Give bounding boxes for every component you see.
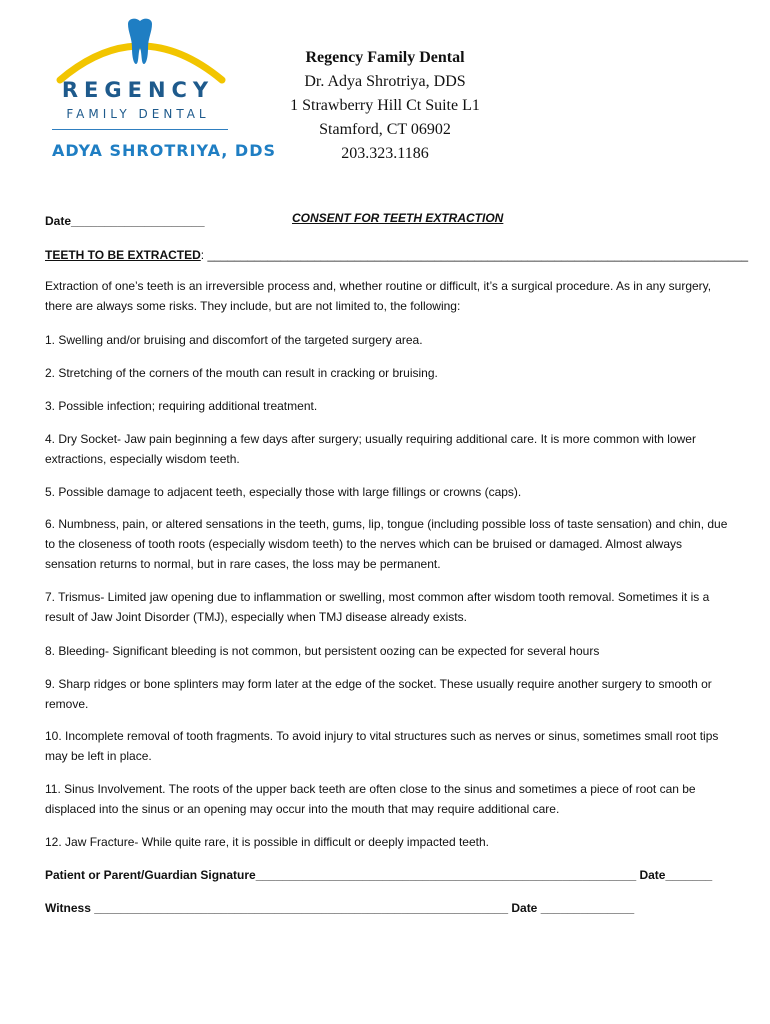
risk-item-4: 4. Dry Socket- Jaw pain beginning a few days after surgery; usually requiring additional care. It is more common with lower extractions, especially wisdom teeth. — [45, 432, 696, 466]
risk-item-12: 12. Jaw Fracture- While quite rare, it is possible in difficult or deeply impacted teeth. — [45, 835, 489, 849]
logo-divider — [52, 129, 228, 130]
risk-item-1: 1. Swelling and/or bruising and discomfort of the targeted surgery area. — [45, 333, 423, 347]
risk-item-3: 3. Possible infection; requiring additional treatment. — [45, 399, 318, 413]
form-title: CONSENT FOR TEETH EXTRACTION — [292, 211, 504, 225]
practice-name: Regency Family Dental — [305, 49, 465, 66]
risk-item-11: 11. Sinus Involvement. The roots of the upper back teeth are often close to the sinus and sometimes a piece of root can be displaced into the sinus or an opening may occur into the mouth that may require additional care. — [45, 782, 696, 816]
risk-item-2: 2. Stretching of the corners of the mouth can result in cracking or bruising. — [45, 366, 438, 380]
risk-item-7: 7. Trismus- Limited jaw opening due to inflammation or swelling, most common after wisdom tooth removal. Sometimes it is a result of Jaw Joint Disorder (TMJ), especially when TMJ disease already exists. — [45, 590, 710, 624]
teeth-to-extract-field[interactable] — [45, 245, 749, 265]
practice-phone: 203.323.1186 — [341, 145, 429, 162]
teeth-to-extract-line[interactable]: : _________________________________________________________________________________ — [200, 248, 749, 262]
risk-item-10: 10. Incomplete removal of tooth fragments. To avoid injury to vital structures such as nerves or sinus, sometimes small root tips may be left in place. — [45, 729, 719, 763]
tooth-icon — [128, 19, 152, 64]
logo-doctor-text: ADYA SHROTRIYA, DDS — [52, 141, 276, 160]
teeth-to-extract-label: TEETH TO BE EXTRACTED — [45, 248, 201, 262]
witness-signature-field[interactable]: Witness ______________________________________________________________ Date ______________ — [45, 901, 635, 915]
risk-item-9: 9. Sharp ridges or bone splinters may form later at the edge of the socket. These usually require another surgery to smooth or remove. — [45, 677, 712, 711]
risk-item-5: 5. Possible damage to adjacent teeth, especially those with large fillings or crowns (caps). — [45, 485, 522, 499]
practice-doctor: Dr. Adya Shrotriya, DDS — [304, 73, 466, 90]
date-field[interactable]: Date____________________ — [45, 214, 205, 228]
practice-address-line1: 1 Strawberry Hill Ct Suite L1 — [290, 97, 480, 114]
intro-paragraph: Extraction of one’s teeth is an irreversible process and, whether routine or difficult, it’s a surgical procedure. As in any surgery, there are always some risks. They include, but are not limited to, the following: — [45, 279, 712, 313]
risk-item-6: 6. Numbness, pain, or altered sensations in the teeth, gums, lip, tongue (including possible loss of taste sensation) and chin, due to the closeness of tooth roots (especially wisdom teeth) to the nerves which can be bruised or damaged. Almost always sensation returns to normal, but in rare cases, the loss may be permanent. — [45, 517, 728, 571]
patient-signature-field[interactable]: Patient or Parent/Guardian Signature_________________________________________________________ Date_______ — [45, 868, 713, 882]
logo-brand-text: REGENCY — [61, 78, 215, 102]
practice-address-line2: Stamford, CT 06902 — [319, 121, 451, 138]
logo-tagline-text: FAMILY DENTAL — [66, 107, 210, 121]
practice-logo — [40, 18, 276, 168]
practice-header — [270, 46, 500, 166]
risk-item-8: 8. Bleeding- Significant bleeding is not common, but persistent oozing can be expected for several hours — [45, 644, 600, 658]
